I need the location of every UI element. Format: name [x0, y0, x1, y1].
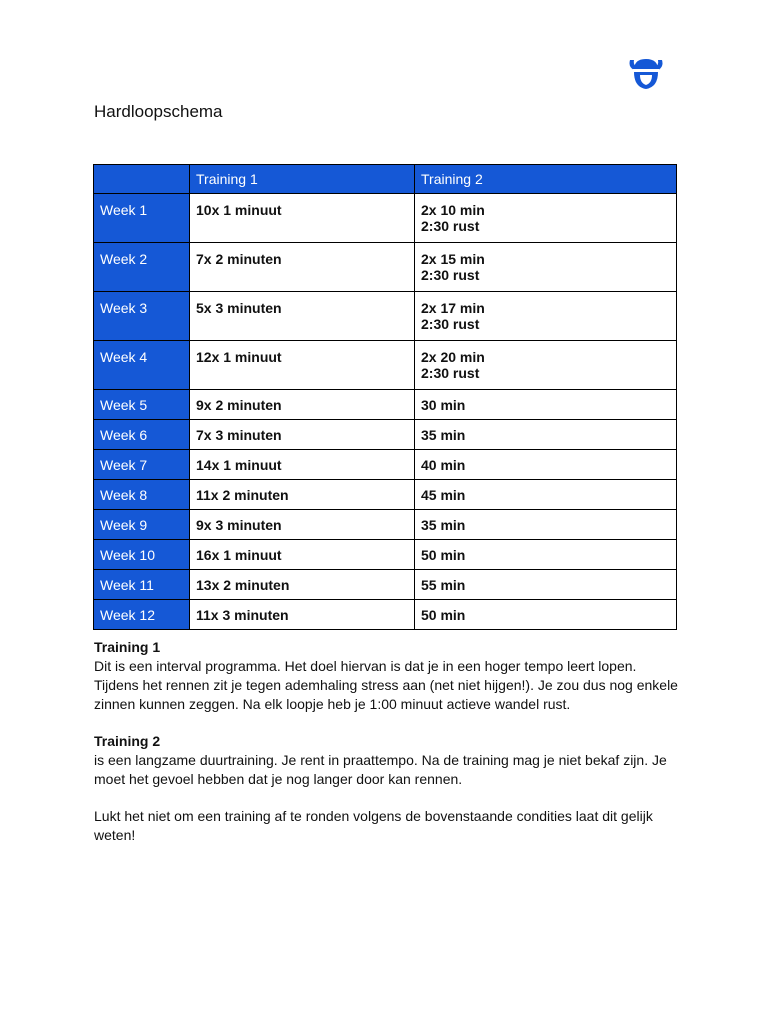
- week-cell: Week 4: [94, 341, 190, 390]
- week-cell: Week 2: [94, 243, 190, 292]
- document-title: Hardloopschema: [94, 102, 223, 121]
- table-row: [94, 570, 677, 600]
- training-1-cell: 10x 1 minuut: [190, 194, 415, 243]
- table-row: [94, 390, 677, 420]
- header-training-2: Training 2: [415, 165, 677, 194]
- week-cell: Week 7: [94, 450, 190, 480]
- training-1-cell: 9x 2 minuten: [190, 390, 415, 420]
- week-cell: Week 8: [94, 480, 190, 510]
- training-1-heading: Training 1: [94, 639, 161, 655]
- training-2-cell: [415, 243, 677, 292]
- table-row: [94, 194, 677, 243]
- training-1-cell: 14x 1 minuut: [190, 450, 415, 480]
- training-1-cell: 16x 1 minuut: [190, 540, 415, 570]
- week-cell: Week 12: [94, 600, 190, 630]
- training-2-line: 2x 15 min: [421, 251, 485, 267]
- training-2-cell: [415, 600, 677, 630]
- training-2-cell: [415, 450, 677, 480]
- training-2-line: 2:30 rust: [421, 365, 480, 381]
- training-2-cell: [415, 540, 677, 570]
- week-cell: Week 6: [94, 420, 190, 450]
- week-cell: Week 9: [94, 510, 190, 540]
- training-1-cell: 7x 2 minuten: [190, 243, 415, 292]
- week-cell: Week 5: [94, 390, 190, 420]
- table-row: [94, 292, 677, 341]
- training-2-cell: [415, 194, 677, 243]
- training-2-line: 50 min: [421, 607, 466, 623]
- table-row: [94, 450, 677, 480]
- training-2-cell: [415, 420, 677, 450]
- training-1-note: [94, 638, 684, 714]
- training-1-cell: 11x 3 minuten: [190, 600, 415, 630]
- training-2-cell: [415, 510, 677, 540]
- week-cell: Week 1: [94, 194, 190, 243]
- table-row: [94, 243, 677, 292]
- training-2-heading: Training 2: [94, 733, 161, 749]
- header-training-1: Training 1: [190, 165, 415, 194]
- training-2-line: 35 min: [421, 427, 466, 443]
- training-2-line: 35 min: [421, 517, 466, 533]
- table-row: [94, 540, 677, 570]
- training-2-line: 2x 17 min: [421, 300, 485, 316]
- training-2-line: 50 min: [421, 547, 466, 563]
- training-1-cell: 9x 3 minuten: [190, 510, 415, 540]
- training-2-line: 45 min: [421, 487, 466, 503]
- training-notes: [94, 638, 684, 863]
- training-2-line: 2x 20 min: [421, 349, 485, 365]
- training-2-cell: [415, 390, 677, 420]
- training-1-cell: 5x 3 minuten: [190, 292, 415, 341]
- week-cell: Week 11: [94, 570, 190, 600]
- running-schedule-table: [93, 164, 677, 630]
- week-cell: Week 3: [94, 292, 190, 341]
- training-1-cell: 13x 2 minuten: [190, 570, 415, 600]
- closing-note: Lukt het niet om een training af te ronden volgens de bovenstaande condities laat dit gelijk weten!: [94, 808, 653, 843]
- training-1-cell: 7x 3 minuten: [190, 420, 415, 450]
- training-1-cell: 11x 2 minuten: [190, 480, 415, 510]
- table-row: [94, 341, 677, 390]
- table-row: [94, 480, 677, 510]
- training-2-line: 2x 10 min: [421, 202, 485, 218]
- training-2-note: [94, 732, 684, 789]
- training-2-line: 2:30 rust: [421, 267, 480, 283]
- training-2-text: is een langzame duurtraining. Je rent in praattempo. Na de training mag je niet bekaf zijn. Je moet het gevoel hebben dat je nog langer door kan rennen.: [94, 752, 667, 787]
- training-2-line: 2:30 rust: [421, 316, 480, 332]
- training-1-cell: 12x 1 minuut: [190, 341, 415, 390]
- training-2-cell: [415, 341, 677, 390]
- table-header-row: [94, 165, 677, 194]
- header-week: [94, 165, 190, 194]
- training-2-cell: [415, 292, 677, 341]
- viking-helmet-logo-icon: [628, 56, 664, 90]
- training-1-text: Dit is een interval programma. Het doel hiervan is dat je in een hoger tempo leert lopen. Tijdens het rennen zit je tegen ademhaling stress aan (net niet hijgen!). Je zou dus nog enkele zinnen kunnen zeggen. Na elk loopje heb je 1:00 minuut actieve wandel rust.: [94, 658, 678, 712]
- training-2-line: 40 min: [421, 457, 466, 473]
- training-2-line: 55 min: [421, 577, 466, 593]
- training-2-cell: [415, 480, 677, 510]
- training-2-cell: [415, 570, 677, 600]
- table-row: [94, 600, 677, 630]
- table-row: [94, 420, 677, 450]
- training-2-line: 2:30 rust: [421, 218, 480, 234]
- table-row: [94, 510, 677, 540]
- training-2-line: 30 min: [421, 397, 466, 413]
- week-cell: Week 10: [94, 540, 190, 570]
